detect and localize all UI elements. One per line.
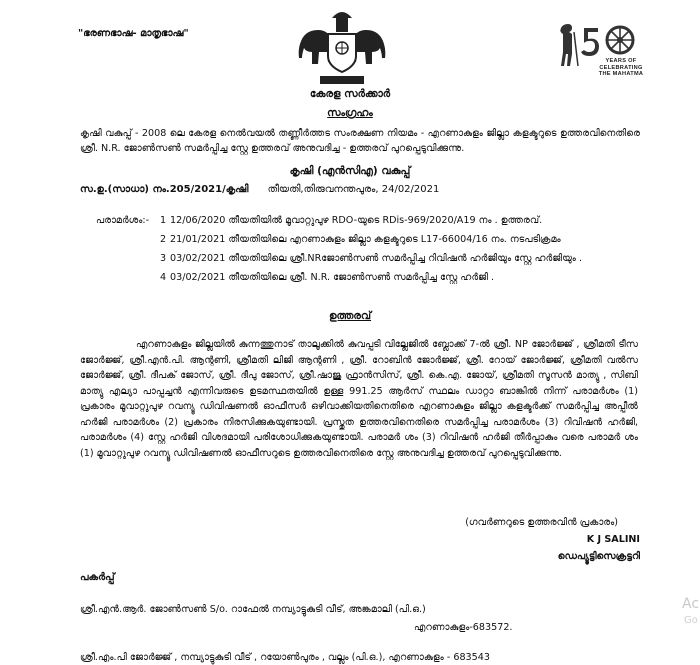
order-date: തീയതി,തിരുവനന്തപുരം, 24/02/2021: [267, 184, 440, 195]
activation-watermark-sub: Go: [684, 615, 698, 626]
order-number: സ.ഉ.(സാധാ) നം.205/2021/കൃഷി: [80, 184, 249, 195]
reference-item: 3 03/02/2021 തീയതിയിലെ ശ്രീ.NRജോൺസൺ സമർപ്പിച്ച റിവിഷൻ ഹർജിയും സ്റ്റേ ഹർജിയും .: [160, 253, 583, 264]
summary-heading: സംഗ്രഹം: [327, 107, 373, 119]
motto-text: "ഭരണഭാഷ- മാതൃഭാഷ": [78, 28, 189, 39]
order-body: എറണാകുളം ജില്ലയിൽ കുന്നത്തുനാട് താലൂക്കിൽ കുവപ്പടി വില്ലേജിൽ ബ്ലോക്ക് 7-ൽ ശ്രീ. NP ജോർജ്ജ് , ശ്രീമതി ടീസ ജോർജ്ജ്, ശ്രീ.എൻ.പി. ആന്റണി, ശ്രീമതി ലിജി ആന്റണി , ശ്രീ. റോബിൻ ജോർജ്ജ്, ശ്രീ. റോയ് ജോർജ്ജ്, ശ്രീമതി വൽസ ജോർജ്ജ്, ശ്രീ. ദീപക് ജോസ്, ശ്രീ. ദീപു ജോസ്, ശ്രീ.ഷാജു ഫ്രാൻസിസ്, ശ്രീ. കെ.എ. ജോയ്, ശ്രീമതി സൂസൻ മാത്യു , സിബി മാത്യു എല്യാ പാപ്പച്ചൻ എന്നിവരുടെ ഉടമസ്ഥതയിൽ ഉള്ള 991.25 ആർസ് സ്ഥലം ഡാറ്റാ ബാങ്കിൽ നിന്ന് പരാമർശം (1) പ്രകാരം മൂവാറ്റുപുഴ റവന്യൂ ഡിവിഷണൽ ഓഫീസർ ഒഴിവാക്കിയതിനെതിരെ എറണാകുളം ജില്ലാ കളക്ടർക്ക് സമർപ്പിച്ച അപ്പീൽ ഹർജി പരാമർശം (2) പ്രകാരം നിരസിക്കുകയുണ്ടായി. പ്രസ്തുത ഉത്തരവിനെതിരെ സമർപ്പിച്ച പരാമർശം (3) റിവിഷൻ ഹർജി, പരാമർശം (4) സ്റ്റേ ഹർജി വിശദമായി പരിശോധിക്കുകയുണ്ടായി. പരാമർ ശം (3) റിവിഷൻ ഹർജി തീർപ്പാകും വരെ പരാമർ ശം (1) മൂവാറ്റുപുഴ റവന്യൂ ഡിവിഷണൽ ഓഫീസറുടെ ഉത്തരവിനെതിരെ സ്റ്റേ അനുവദിച്ച ഉത്തരവ് പുറപ്പെടുവിക്കുന്നു.: [80, 339, 638, 459]
reference-item: 2 21/01/2021 തീയതിയിലെ എറണാകുളം ജില്ലാ കളക്ടറുടെ L17-66004/16 നം. നടപടിക്രമം: [160, 234, 561, 245]
signatory-designation: ഡെപ്യൂട്ടിസെക്രട്ടറി: [557, 551, 640, 562]
department-title: കൃഷി (എൻസിഎ) വകുപ്പ്: [289, 165, 411, 177]
signature-block: [420, 514, 640, 565]
government-title: കേരള സർക്കാർ: [309, 88, 391, 100]
reference-item: പരാമർശം:- 1 12/06/2020 തീയതിയിൽ മൂവാറ്റുപുഴ RDO-യുടെ RDis-969/2020/A19 നം . ഉത്തരവ്.: [96, 215, 543, 226]
gandhi-150-icon: [558, 18, 658, 90]
mahatma-150-logo: [558, 18, 658, 90]
logo-line1: YEARS OF: [605, 58, 637, 64]
signatory-name: K J SALINI: [586, 534, 640, 545]
by-order-text: (ഗവർണറുടെ ഉത്തരവിൻ പ്രകാരം): [465, 517, 618, 528]
summary-text: കൃഷി വകുപ്പ് - 2008 ലെ കേരള നെൽവയൽ തണ്ണീർത്തട സംരക്ഷണ നിയമം - എറണാകുളം ജില്ലാ കളക്ടറുടെ ഉത്തരവിനെതിരെ ശ്രീ. N.R. ജോൺസൺ സമർപ്പിച്ച സ്റ്റേ ഉത്തരവ് അനുവദിച്ച - ഉത്തരവ് പുറപ്പെടുവിക്കുന്നു.: [80, 128, 640, 154]
kerala-emblem-icon: [290, 4, 394, 90]
copy-recipient-1: ശ്രീ.എൻ.ആർ. ജോൺസൺ S/o. റാഫേൽ നമ്പ്യാട്ടുകുടി വീട്, അങ്കമാലി (പി.ഒ.): [80, 604, 426, 615]
order-heading: ഉത്തരവ്: [328, 310, 372, 322]
reference-item: 4 03/02/2021 തീയതിയിലെ ശ്രീ. N.R. ജോൺസൺ സമർപ്പിച്ച സ്റ്റേ ഹർജി .: [160, 272, 495, 283]
references-label: പരാമർശം:-: [96, 215, 150, 226]
copy-recipient-2: ശ്രീ.എം.പി ജോർജ്ജ് , നമ്പ്യാട്ടുകുടി വീട് , റയോൺപുരം , വല്ലം (പി.ഒ.), എറണാകുളം - 683543: [80, 652, 490, 663]
copy-recipient-1-city: എറണാകുളം-683572.: [414, 622, 513, 633]
activation-watermark: Ac: [682, 596, 700, 612]
logo-line2: CELEBRATING: [599, 64, 643, 71]
copy-heading: പകർപ്പ്: [80, 572, 115, 583]
order-number-line: [80, 184, 439, 195]
logo-line3: THE MAHATMA: [598, 71, 644, 78]
references-list: [96, 213, 626, 289]
